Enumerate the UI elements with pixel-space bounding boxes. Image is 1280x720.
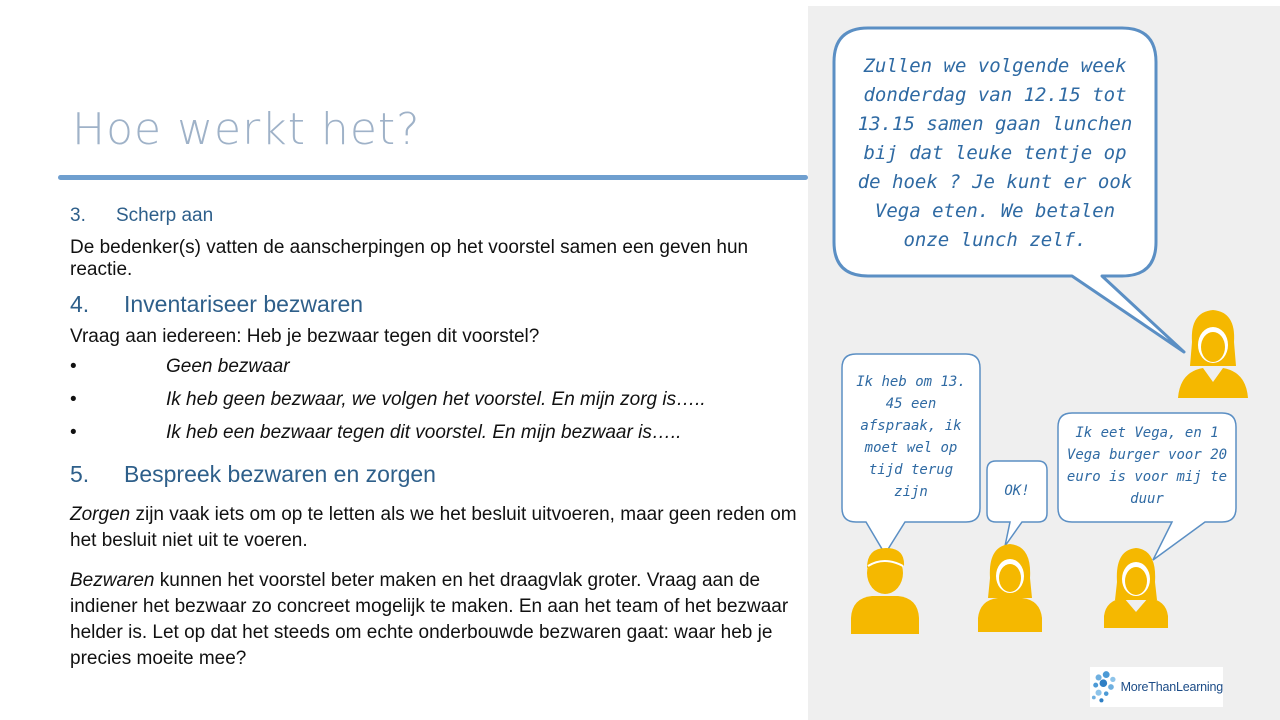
bezwaren-paragraph: Bezwaren kunnen het voorstel beter maken en het draagvlak groter. Vraag aan de indiener het bezwaar zo concreet mogelijk te maken. En aan het team of het bezwaar helder is. Let op dat het steeds om echte onderbouwde bezwaren gaat: waar heb je precies moeite mee? [70, 570, 789, 669]
step-3-text: De bedenker(s) vatten de aanscherpingen op het voorstel samen een geven hun reactie. [70, 237, 749, 280]
step-4-number: 4. [70, 291, 90, 317]
morethanlearning-logo [1090, 667, 1223, 707]
step-4-label: Inventariseer bezwaren [124, 291, 364, 317]
bullet: • [70, 356, 77, 377]
person-man-icon [851, 548, 919, 634]
logo-dots-icon [1090, 669, 1119, 705]
step-5-label: Bespreek bezwaren en zorgen [124, 461, 436, 487]
bullet: • [70, 422, 77, 443]
step-5-number: 5. [70, 461, 90, 487]
person-woman-icon-right [1104, 548, 1168, 628]
step-3-number: 3. [70, 205, 86, 226]
bubble-left-text: Ik heb om 13. 45 een afspraak, ik moet wel op tijd terug zijn [856, 374, 966, 500]
person-woman-icon-middle [978, 544, 1042, 632]
bullet: • [70, 389, 77, 410]
step-3-label: Scherp aan [116, 205, 214, 226]
bubble-main-text: Zullen we volgende week donderdag van 12.15 tot 13.15 samen gaan lunchen bij dat leuke tentje op de hoek ? Je kunt er ook Vega eten. We betalen onze lunch zelf. [857, 54, 1133, 251]
list-item: • Ik heb een bezwaar tegen dit voorstel. En mijn bezwaar is….. [70, 422, 682, 443]
list-item: • Geen bezwaar [70, 356, 290, 377]
slide-title: Hoe werkt het? [72, 104, 421, 155]
bezwaren-term: Bezwaren [70, 570, 155, 591]
bubble-middle-text: OK! [1004, 483, 1030, 499]
bubble-right-text: Ik eet Vega, en 1 Vega burger voor 20 euro is voor mij te duur [1066, 425, 1228, 507]
zorgen-paragraph: Zorgen zijn vaak iets om op te letten als we het besluit uitvoeren, maar geen reden om het besluit niet uit te voeren. [70, 504, 797, 551]
list-item: • Ik heb geen bezwaar, we volgen het voorstel. En mijn zorg is….. [70, 389, 706, 410]
step-4-text: Vraag aan iedereen: Heb je bezwaar tegen dit voorstel? [70, 326, 540, 347]
zorgen-term: Zorgen [70, 504, 131, 525]
person-woman-icon-top [1178, 310, 1248, 398]
logo-text: MoreThanLearning [1120, 680, 1223, 694]
